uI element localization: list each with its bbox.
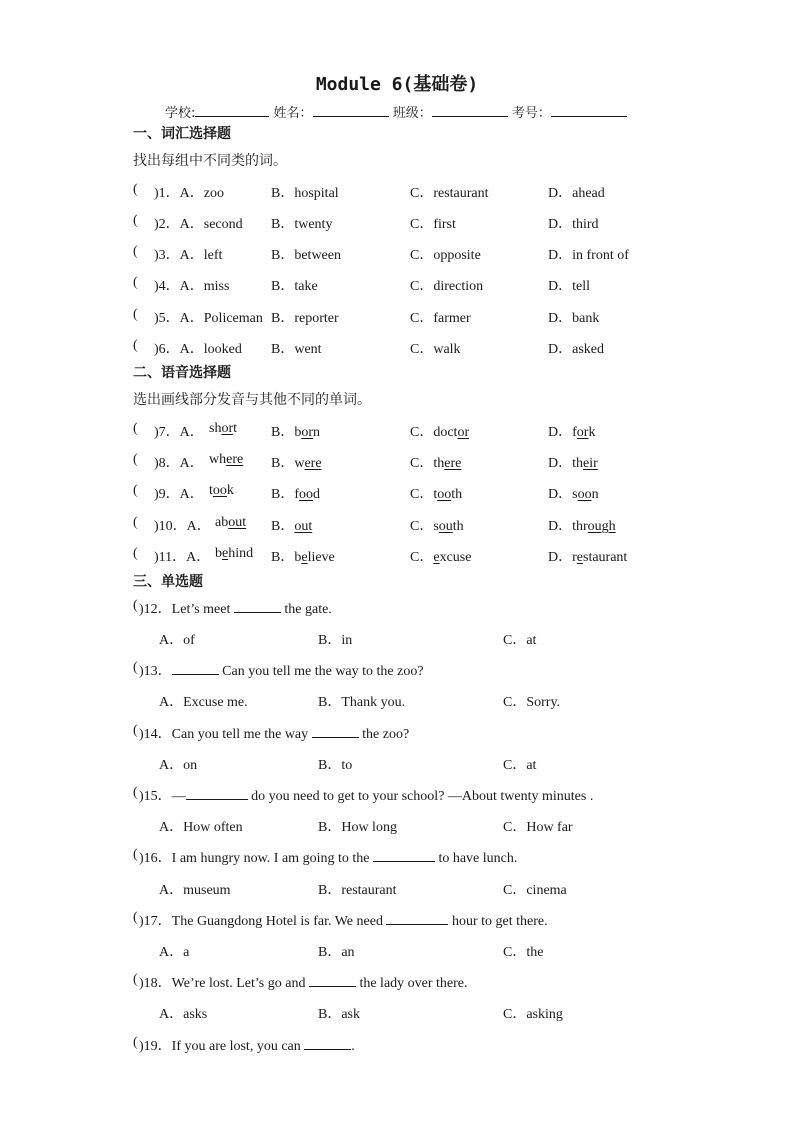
option-a (209, 421, 237, 437)
underlined-part: ough (587, 519, 616, 534)
option-a: )5．A．Policeman (154, 311, 263, 326)
answer-blank[interactable] (172, 662, 219, 675)
word-part: b (215, 546, 222, 561)
option-c: C．asking (503, 1007, 563, 1022)
answer-paren[interactable]: ( (133, 244, 138, 259)
option-b: B．ask (318, 1007, 360, 1022)
stem-after-blank: to have lunch. (434, 851, 518, 866)
answer-blank[interactable] (373, 849, 435, 862)
option-b: B．in (318, 633, 353, 648)
option-a: A．a (159, 945, 190, 960)
option-a (215, 515, 246, 531)
stem-before-blank: — (171, 789, 186, 804)
word-part: C．th (410, 456, 445, 471)
school-blank[interactable] (195, 102, 269, 117)
page-title: Module 6(基础卷) (315, 74, 479, 95)
option-b (271, 452, 322, 472)
stem-after-blank: Can you tell me the way to the zoo? (218, 664, 424, 679)
option-a: A．museum (159, 883, 231, 898)
underlined-part: or (221, 421, 234, 436)
word-part: B．f (271, 487, 299, 502)
answer-paren[interactable]: ( (133, 275, 138, 290)
word-part: t (209, 483, 213, 498)
answer-blank[interactable] (304, 1037, 351, 1050)
word-part: D．th (548, 456, 583, 471)
option-d: D．ahead (548, 186, 605, 201)
word-part: k (226, 483, 234, 498)
stem-before-blank: Can you tell me the way (171, 727, 312, 742)
option-c: C．at (503, 633, 537, 648)
stem-after-blank: the gate. (280, 602, 332, 617)
answer-paren[interactable]: ( (133, 182, 138, 197)
option-b: B．between (271, 248, 341, 263)
word-part: B．b (271, 425, 302, 440)
question-stem (139, 660, 424, 680)
option-a: )2．A．second (154, 217, 243, 232)
answer-paren[interactable]: ( (133, 910, 138, 925)
number-label: 考号： (511, 106, 551, 121)
stem-after-blank: do you need to get to your school? —About twenty minutes . (247, 789, 594, 804)
option-a: A．of (159, 633, 195, 648)
question-number: )17． (139, 914, 172, 929)
question-number: )12． (139, 602, 172, 617)
underlined-part: oo (437, 487, 452, 502)
word-part: t (233, 421, 238, 436)
answer-blank[interactable] (186, 787, 248, 800)
section2-instruction: 选出画线部分发音与其他不同的单词。 (133, 392, 371, 408)
question-number: )9．A． (154, 487, 204, 502)
option-c (410, 546, 471, 566)
stem-before-blank: I am hungry now. I am going to the (171, 851, 373, 866)
answer-paren[interactable]: ( (133, 307, 138, 322)
answer-blank[interactable] (309, 974, 356, 987)
option-a: A．Excuse me. (159, 695, 248, 710)
answer-paren[interactable]: ( (133, 213, 138, 228)
option-b: B．restaurant (318, 883, 397, 898)
option-b: B．to (318, 758, 353, 773)
stem-before-blank: If you are lost, you can (171, 1039, 305, 1054)
option-d: D．tell (548, 279, 590, 294)
option-c: C．cinema (503, 883, 567, 898)
option-d (548, 483, 599, 503)
option-d (548, 452, 598, 472)
option-a: )4．A．miss (154, 279, 230, 294)
option-c: C．opposite (410, 248, 481, 263)
question-number: )19． (139, 1039, 172, 1054)
underlined-part: or (576, 425, 589, 440)
underlined-part: e (576, 550, 583, 565)
word-part: hind (228, 546, 254, 561)
option-d: D．in front of (548, 248, 629, 263)
option-a (215, 546, 253, 562)
option-c (410, 483, 462, 503)
stem-after-blank: hour to get there. (448, 914, 548, 929)
option-b: B．reporter (271, 311, 339, 326)
question-stem (139, 598, 332, 618)
question-number: )11．A． (154, 550, 211, 565)
answer-paren[interactable]: ( (133, 972, 138, 987)
question-stem (139, 910, 548, 930)
word-part: C．s (410, 519, 439, 534)
name-label: 姓名： (273, 106, 313, 121)
question-stem (139, 972, 468, 992)
answer-paren[interactable]: ( (133, 785, 138, 800)
option-b: B．an (318, 945, 355, 960)
option-c: C．How far (503, 820, 573, 835)
option-d (548, 546, 627, 566)
stem-after-blank: the lady over there. (355, 976, 468, 991)
question-number: )7．A． (154, 425, 204, 440)
option-a: A．on (159, 758, 198, 773)
word-part: staurant (583, 550, 628, 565)
underlined-part: or (457, 425, 470, 440)
question-number: )8．A． (154, 456, 204, 471)
underlined-part: e (301, 550, 308, 565)
question-stem (139, 847, 517, 867)
question-number: )16． (139, 851, 172, 866)
word-part: d (313, 487, 320, 502)
option-d: D．bank (548, 311, 600, 326)
option-d: D．third (548, 217, 599, 232)
section2-heading: 二、语音选择题 (133, 365, 231, 381)
option-c: C．Sorry. (503, 695, 561, 710)
underlined-part: out (228, 515, 247, 530)
option-b: B．twenty (271, 217, 333, 232)
stem-after-blank: the zoo? (358, 727, 410, 742)
answer-paren[interactable]: ( (133, 660, 138, 675)
underlined-part: ere (304, 456, 322, 471)
question-number: )14． (139, 727, 172, 742)
answer-paren[interactable]: ( (133, 421, 138, 436)
question-stem (139, 723, 409, 743)
school-label: 学校: (165, 106, 196, 121)
answer-blank[interactable] (386, 912, 448, 925)
option-b: B．hospital (271, 186, 339, 201)
answer-paren[interactable]: ( (133, 1035, 138, 1050)
underlined-part: e (433, 550, 440, 565)
option-c (410, 421, 469, 441)
section1-heading: 一、词汇选择题 (133, 126, 231, 142)
option-b (271, 546, 335, 566)
word-part: D．thr (548, 519, 588, 534)
word-part: sh (209, 421, 222, 436)
option-a: )3．A．left (154, 248, 223, 263)
word-part: ab (215, 515, 229, 530)
question-number: )18． (139, 976, 172, 991)
underlined-part: ere (226, 452, 244, 467)
question-stem (139, 785, 593, 805)
word-part: C．t (410, 487, 438, 502)
answer-paren[interactable]: ( (133, 515, 138, 530)
option-b: B．Thank you. (318, 695, 406, 710)
answer-paren[interactable]: ( (133, 546, 138, 561)
answer-blank[interactable] (312, 725, 359, 738)
option-c: C．walk (410, 342, 461, 357)
question-number: )10．A． (154, 519, 211, 534)
answer-paren[interactable]: ( (133, 598, 138, 613)
class-label: 班级： (392, 106, 432, 121)
option-b (271, 421, 320, 441)
name-blank[interactable] (313, 102, 389, 117)
word-part: D．s (548, 487, 578, 502)
question-stem (139, 1035, 355, 1055)
stem-before-blank: Let’s meet (171, 602, 234, 617)
question-number: )13． (139, 664, 172, 679)
section1-instruction: 找出每组中不同类的词。 (133, 153, 287, 169)
option-b: B．take (271, 279, 318, 294)
word-part: C．doct (410, 425, 458, 440)
answer-paren[interactable]: ( (133, 452, 138, 467)
option-b: B．How long (318, 820, 397, 835)
option-a: )6．A．looked (154, 342, 242, 357)
answer-paren[interactable]: ( (133, 723, 138, 738)
word-part: xcuse (439, 550, 472, 565)
option-a: A．How often (159, 820, 243, 835)
word-part: th (451, 487, 463, 502)
underlined-part: out (294, 519, 313, 534)
number-blank[interactable] (551, 102, 627, 117)
answer-paren[interactable]: ( (133, 847, 138, 862)
word-part: C． (410, 550, 434, 565)
answer-paren[interactable]: ( (133, 483, 138, 498)
option-c: C．restaurant (410, 186, 489, 201)
underlined-part: oo (299, 487, 313, 502)
option-c: C．at (503, 758, 537, 773)
stem-before-blank: The Guangdong Hotel is far. We need (171, 914, 387, 929)
word-part: k (588, 425, 596, 440)
option-d (548, 515, 616, 535)
option-d (548, 421, 595, 441)
option-b (271, 515, 312, 535)
word-part: wh (209, 452, 227, 467)
option-c (410, 452, 461, 472)
class-blank[interactable] (432, 102, 508, 117)
word-part: n (591, 487, 599, 502)
question-number: )15． (139, 789, 172, 804)
option-a: )1．A．zoo (154, 186, 224, 201)
option-c: C．the (503, 945, 544, 960)
answer-blank[interactable] (234, 600, 281, 613)
underlined-part: ere (444, 456, 462, 471)
word-part: D．r (548, 550, 577, 565)
underlined-part: ou (438, 519, 453, 534)
underlined-part: or (301, 425, 314, 440)
underlined-part: eir (583, 456, 598, 471)
option-c (410, 515, 464, 535)
option-b: B．went (271, 342, 322, 357)
word-part: D．f (548, 425, 577, 440)
stem-before-blank: We’re lost. Let’s go and (171, 976, 309, 991)
word-part: B． (271, 519, 295, 534)
underlined-part: e (222, 546, 229, 561)
word-part: n (313, 425, 321, 440)
option-d: D．asked (548, 342, 604, 357)
answer-paren[interactable]: ( (133, 338, 138, 353)
option-c: C．first (410, 217, 456, 232)
student-info-line (165, 102, 627, 121)
option-a (209, 452, 243, 468)
word-part: lieve (307, 550, 335, 565)
option-c: C．farmer (410, 311, 471, 326)
underlined-part: oo (577, 487, 592, 502)
option-b (271, 483, 320, 503)
option-a (209, 483, 234, 499)
stem-after-blank: . (351, 1039, 355, 1054)
underlined-part: oo (212, 483, 227, 498)
word-part: B．b (271, 550, 302, 565)
section3-heading: 三、单选题 (133, 574, 203, 590)
option-c: C．direction (410, 279, 484, 294)
word-part: B．w (271, 456, 305, 471)
word-part: th (452, 519, 464, 534)
option-a: A．asks (159, 1007, 208, 1022)
